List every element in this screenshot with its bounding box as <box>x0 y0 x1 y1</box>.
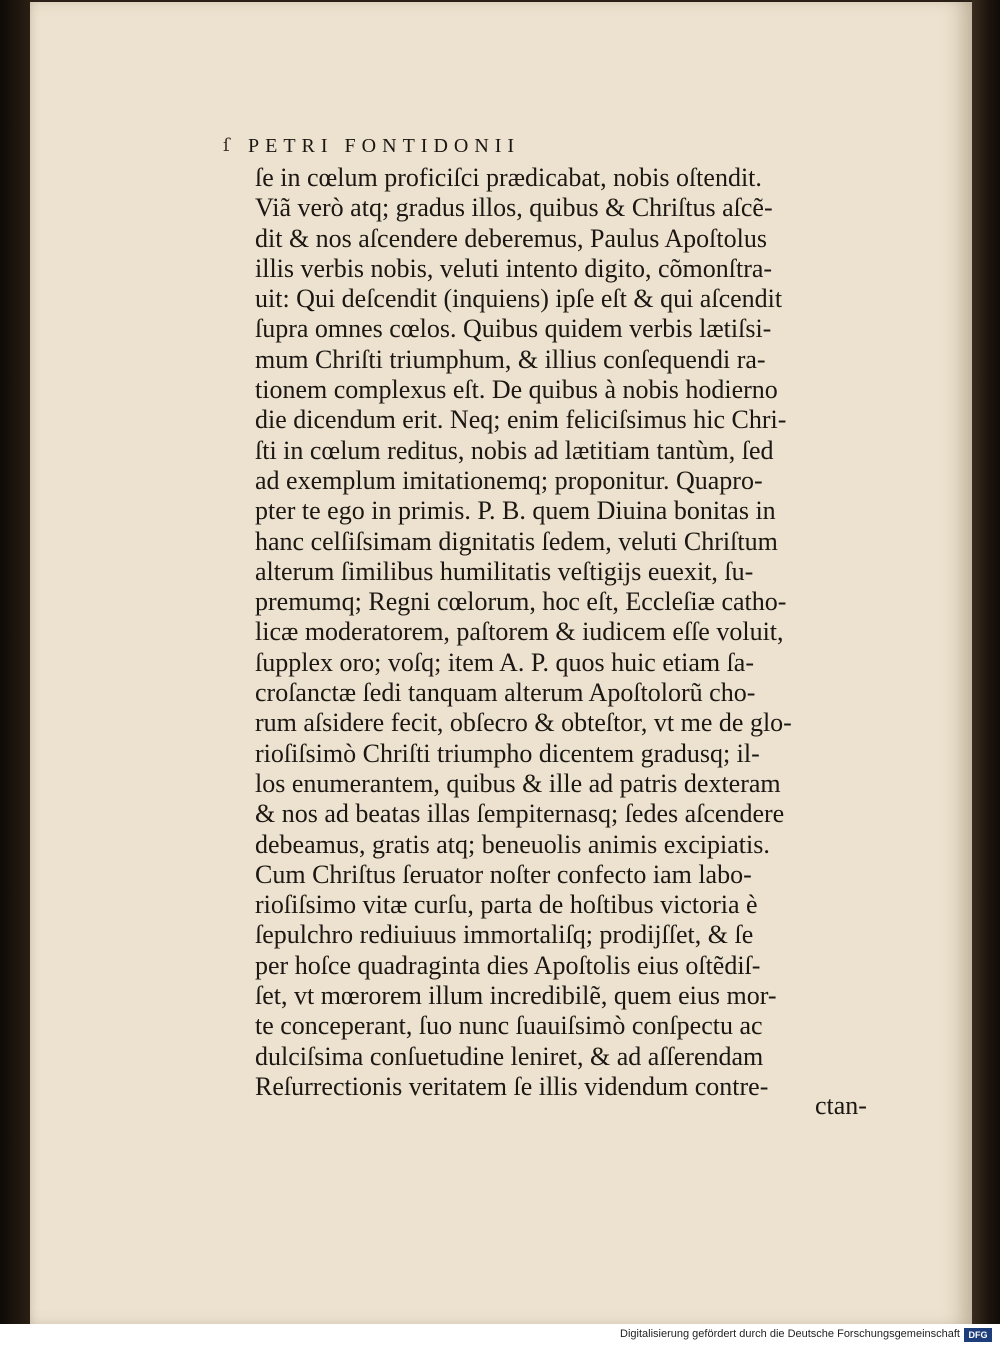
text-line: dit & nos aſcendere deberemus, Paulus Apoſtolus <box>255 223 767 253</box>
text-line: rum aſsidere fecit, obſecro & obteſtor, vt me de glo- <box>255 708 792 738</box>
text-line: ad exemplum imitationemq; proponitur. Quapro- <box>255 465 763 495</box>
text-line: premumq; Regni cœlorum, hoc eſt, Eccleſiæ catho- <box>255 587 787 617</box>
binding-edge-right <box>972 0 1000 1324</box>
text-line: ſe in cœlum proficiſci prædicabat, nobis oſtendit. <box>255 163 762 192</box>
running-head-title: PETRI FONTIDONII <box>248 135 521 157</box>
text-line: Viã verò atq; gradus illos, quibus & Chriſtus aſcẽ- <box>255 193 773 223</box>
text-line: ſet, vt mœrorem illum incredibilẽ, quem eius mor- <box>255 981 777 1011</box>
text-line: pter te ego in primis. P. B. quem Diuina bonitas in <box>255 496 776 526</box>
text-line: ſupplex oro; voſq; item A. P. quos huic etiam ſa- <box>255 647 755 677</box>
funding-credit: Digitalisierung gefördert durch die Deutsche Forschungsgemeinschaft <box>620 1328 960 1340</box>
text-line: tionem complexus eſt. De quibus à nobis hodierno <box>255 375 778 405</box>
text-line: rioſiſsimò Chriſti triumpho dicentem gradusq; il- <box>255 738 760 768</box>
text-line: te conceperant, ſuo nunc ſuauiſsimò conſpectu ac <box>255 1011 763 1041</box>
text-line: ſepulchro rediuiuus immortaliſq; prodijſſet, & ſe <box>255 920 754 950</box>
folio-mark: ſ <box>223 135 230 156</box>
footer-bar <box>0 1324 1000 1348</box>
running-head <box>223 135 783 161</box>
text-line: per hoſce quadraginta dies Apoſtolis eius oſtẽdiſ- <box>255 950 761 980</box>
text-line: licæ moderatorem, paſtorem & iudicem eſſe voluit, <box>255 617 784 647</box>
text-line: los enumerantem, quibus & ille ad patris dexteram <box>255 768 781 798</box>
catchword: ctan- <box>815 1091 867 1120</box>
text-line: rioſiſsimo vitæ curſu, parta de hoſtibus victoria è <box>255 890 758 920</box>
text-line: illis verbis nobis, veluti intento digito, cõmonſtra- <box>255 253 773 283</box>
dfg-logo-icon: DFG <box>964 1328 992 1342</box>
text-line: mum Chriſti triumphum, & illius conſequendi ra- <box>255 344 766 374</box>
text-line: uit: Qui deſcendit (inquiens) ipſe eſt & qui aſcendit <box>255 284 783 314</box>
text-line: ſupra omnes cœlos. Quibus quidem verbis lætiſsi- <box>255 314 772 344</box>
text-line: alterum ſimilibus humilitatis veſtigijs euexit, ſu- <box>255 556 754 586</box>
text-line: hanc celſiſsimam dignitatis ſedem, veluti Chriſtum <box>255 526 778 556</box>
binding-edge-left <box>0 0 30 1324</box>
text-line: croſanctæ ſedi tanquam alterum Apoſtolorũ cho- <box>255 678 756 708</box>
body-text <box>255 163 875 1102</box>
text-line: ſti in cœlum reditus, nobis ad lætitiam tantùm, ſed <box>255 435 774 465</box>
text-line: & nos ad beatas illas ſempiternasq; ſedes aſcendere <box>255 799 785 829</box>
text-line: Reſurrectionis veritatem ſe illis videndum contre- <box>255 1071 769 1101</box>
text-line: Cum Chriſtus ſeruator noſter confecto iam labo- <box>255 859 752 889</box>
text-line: dulciſsima conſuetudine leniret, & ad aſſerendam <box>255 1041 764 1071</box>
text-line: die dicendum erit. Neq; enim feliciſsimus hic Chri- <box>255 405 787 435</box>
text-line: debeamus, gratis atq; beneuolis animis excipiatis. <box>255 829 770 859</box>
